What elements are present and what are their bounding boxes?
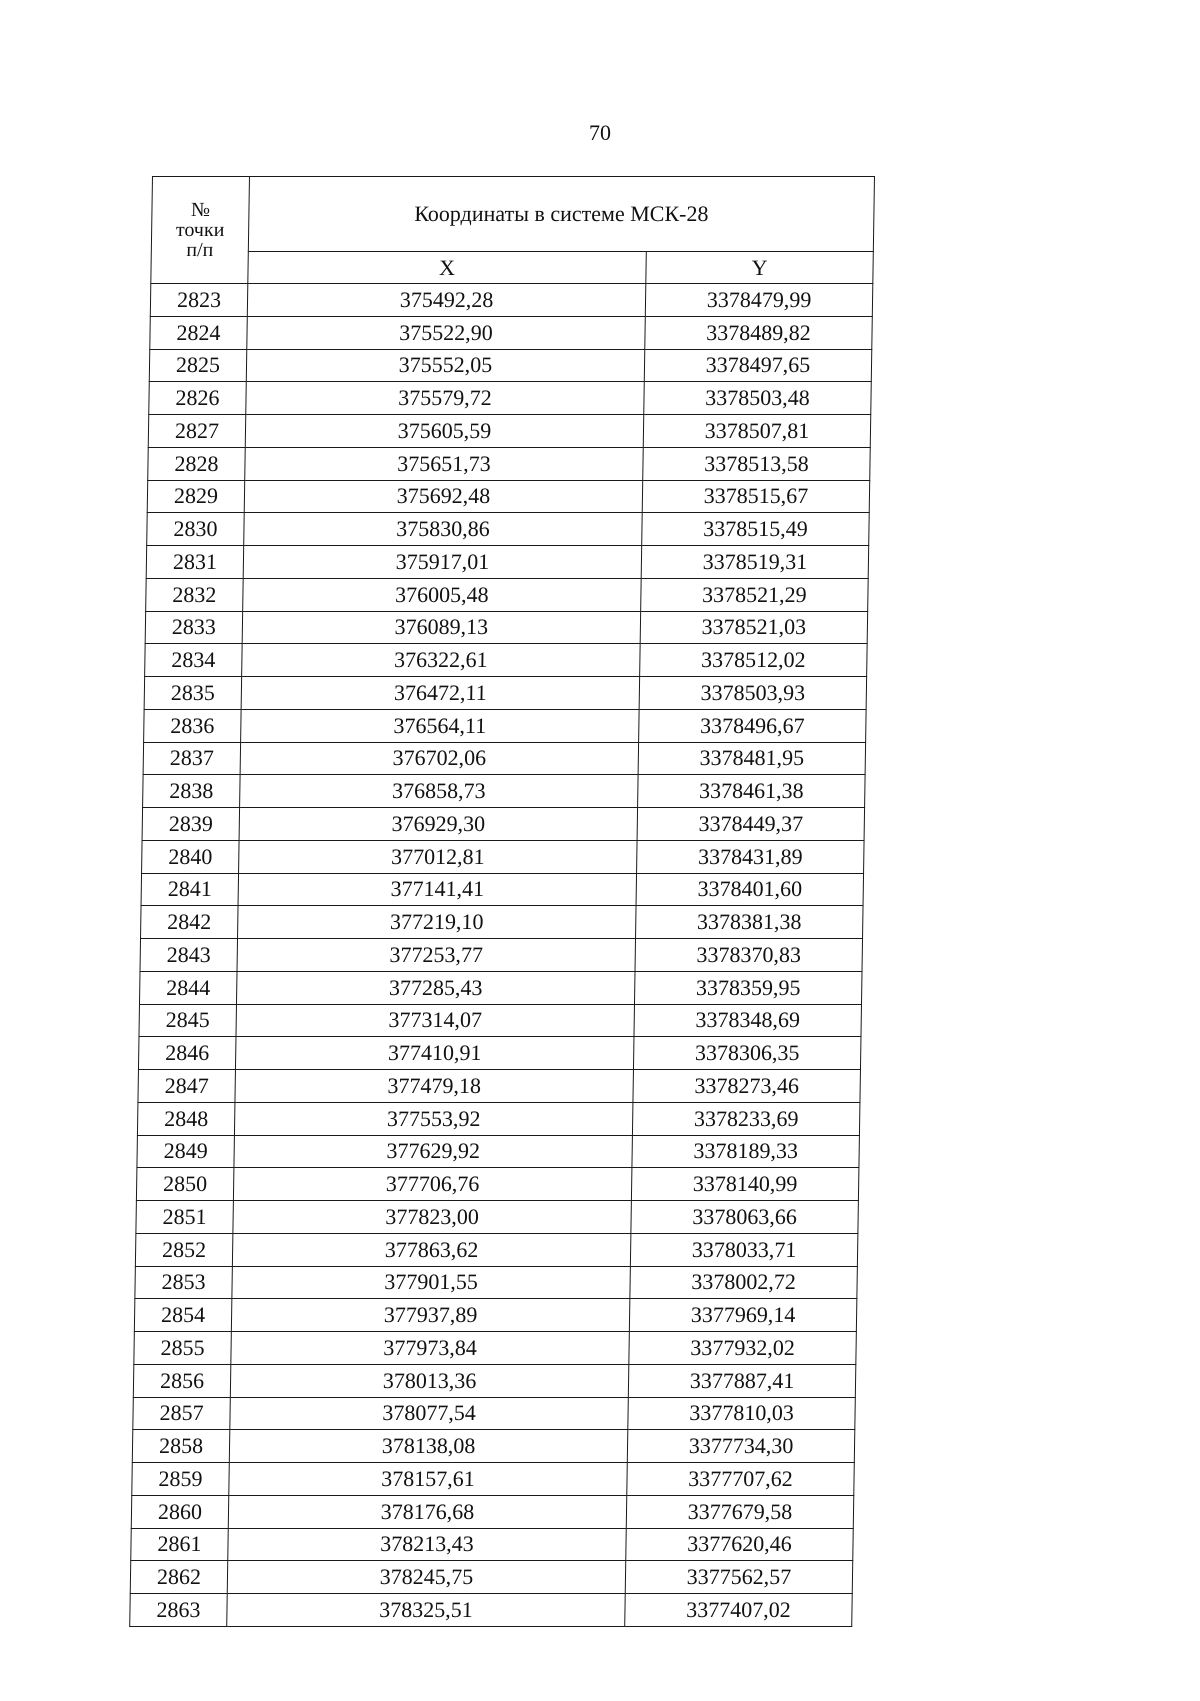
x-coordinate-cell: 377629,92 <box>234 1135 633 1168</box>
x-coordinate-cell: 376858,73 <box>240 775 639 808</box>
y-coordinate-cell: 3378449,37 <box>637 808 865 841</box>
point-number-cell: 2854 <box>134 1299 232 1332</box>
number-sign: № <box>190 199 211 221</box>
table-row <box>130 1561 853 1594</box>
x-coordinate-cell: 376564,11 <box>241 709 640 742</box>
x-coordinate-cell: 378213,43 <box>228 1528 627 1561</box>
y-coordinate-cell: 3378521,29 <box>641 578 869 611</box>
y-coordinate-cell: 3377707,62 <box>627 1463 855 1496</box>
table-row <box>130 1594 853 1627</box>
point-number-cell: 2863 <box>130 1594 228 1627</box>
y-coordinate-cell: 3378515,49 <box>642 513 870 546</box>
point-word: точки <box>175 219 225 241</box>
table-row <box>138 1037 861 1070</box>
y-coordinate-cell: 3378189,33 <box>632 1135 860 1168</box>
point-number-cell: 2827 <box>148 415 246 448</box>
point-number-cell: 2851 <box>136 1201 234 1234</box>
point-number-cell: 2838 <box>143 775 241 808</box>
table-row <box>141 906 864 939</box>
table-row <box>143 775 866 808</box>
x-coordinate-cell: 375830,86 <box>244 513 643 546</box>
point-number-header <box>151 177 250 284</box>
table-row <box>147 480 870 513</box>
y-coordinate-cell: 3378140,99 <box>631 1168 859 1201</box>
table-row <box>133 1364 856 1397</box>
table-row <box>147 513 870 546</box>
table-row <box>144 709 867 742</box>
y-coordinate-cell: 3378503,48 <box>644 382 872 415</box>
table-row <box>145 644 868 677</box>
point-number-cell: 2825 <box>149 349 247 382</box>
x-coordinate-cell: 375605,59 <box>245 415 644 448</box>
y-coordinate-cell: 3378515,67 <box>642 480 870 513</box>
table-body <box>130 284 873 1627</box>
y-coordinate-cell: 3378370,83 <box>635 939 863 972</box>
table-row <box>131 1495 854 1528</box>
x-coordinate-cell: 377553,92 <box>234 1102 633 1135</box>
x-coordinate-cell: 378176,68 <box>228 1495 627 1528</box>
x-coordinate-cell: 376005,48 <box>243 578 642 611</box>
table-row <box>131 1528 854 1561</box>
point-number-cell: 2836 <box>144 709 242 742</box>
y-coordinate-cell: 3378461,38 <box>638 775 866 808</box>
table-row <box>136 1168 859 1201</box>
x-coordinate-cell: 377219,10 <box>238 906 637 939</box>
point-number-cell: 2848 <box>137 1102 235 1135</box>
point-number-cell: 2830 <box>147 513 245 546</box>
x-coordinate-cell: 375579,72 <box>246 382 645 415</box>
point-number-cell: 2829 <box>147 480 245 513</box>
y-coordinate-cell: 3378503,93 <box>639 677 867 710</box>
point-number-cell: 2839 <box>142 808 240 841</box>
x-column-header: X <box>248 252 647 284</box>
table-row <box>138 1070 861 1103</box>
point-number-cell: 2853 <box>135 1266 233 1299</box>
x-coordinate-cell: 377141,41 <box>238 873 637 906</box>
table-row <box>149 349 872 382</box>
point-number-cell: 2833 <box>145 611 243 644</box>
x-coordinate-cell: 377479,18 <box>235 1070 634 1103</box>
point-number-cell: 2832 <box>146 578 244 611</box>
table-row <box>139 971 862 1004</box>
point-number-cell: 2842 <box>141 906 239 939</box>
y-coordinate-cell: 3378033,71 <box>630 1233 858 1266</box>
y-coordinate-cell: 3378512,02 <box>640 644 868 677</box>
y-coordinate-cell: 3378381,38 <box>636 906 864 939</box>
coordinates-table <box>129 176 875 1627</box>
x-coordinate-cell: 378138,08 <box>229 1430 628 1463</box>
table-row <box>146 546 869 579</box>
y-coordinate-cell: 3377887,41 <box>628 1364 856 1397</box>
table-row <box>143 742 866 775</box>
table-row <box>132 1463 855 1496</box>
y-coordinate-cell: 3378063,66 <box>631 1201 859 1234</box>
x-coordinate-cell: 378157,61 <box>229 1463 628 1496</box>
x-coordinate-cell: 375651,73 <box>245 447 644 480</box>
x-coordinate-cell: 376702,06 <box>240 742 639 775</box>
x-coordinate-cell: 375692,48 <box>244 480 643 513</box>
table-row <box>139 1004 862 1037</box>
x-coordinate-cell: 377863,62 <box>232 1233 631 1266</box>
x-coordinate-cell: 377253,77 <box>237 939 636 972</box>
table-row <box>142 808 865 841</box>
x-coordinate-cell: 378013,36 <box>230 1364 629 1397</box>
y-coordinate-cell: 3377679,58 <box>626 1495 854 1528</box>
y-coordinate-cell: 3377734,30 <box>627 1430 855 1463</box>
y-coordinate-cell: 3377810,03 <box>628 1397 856 1430</box>
y-coordinate-cell: 3378497,65 <box>644 349 872 382</box>
table-row <box>137 1102 860 1135</box>
table-row <box>136 1201 859 1234</box>
table-row <box>141 873 864 906</box>
y-coordinate-cell: 3377932,02 <box>629 1332 857 1365</box>
point-number-cell: 2840 <box>142 840 240 873</box>
y-coordinate-cell: 3378233,69 <box>632 1102 860 1135</box>
y-coordinate-cell: 3378479,99 <box>645 284 873 317</box>
x-coordinate-cell: 377410,91 <box>235 1037 634 1070</box>
point-number-cell: 2837 <box>143 742 241 775</box>
y-coordinate-cell: 3378002,72 <box>630 1266 858 1299</box>
x-coordinate-cell: 377012,81 <box>239 840 638 873</box>
table-row <box>135 1266 858 1299</box>
pp-abbrev: п/п <box>186 239 214 261</box>
point-number-cell: 2855 <box>134 1332 232 1365</box>
y-coordinate-cell: 3378481,95 <box>638 742 866 775</box>
point-number-cell: 2856 <box>133 1364 231 1397</box>
page-number: 70 <box>589 120 611 145</box>
point-number-cell: 2828 <box>148 447 246 480</box>
x-coordinate-cell: 377314,07 <box>236 1004 635 1037</box>
table-row <box>134 1299 857 1332</box>
y-coordinate-cell: 3378489,82 <box>645 316 873 349</box>
x-coordinate-cell: 378077,54 <box>230 1397 629 1430</box>
point-number-cell: 2846 <box>138 1037 236 1070</box>
table-row <box>132 1430 855 1463</box>
table-row <box>146 578 869 611</box>
y-coordinate-cell: 3378519,31 <box>641 546 869 579</box>
x-coordinate-cell: 375917,01 <box>243 546 642 579</box>
y-coordinate-cell: 3378521,03 <box>640 611 868 644</box>
x-coordinate-cell: 377973,84 <box>231 1332 630 1365</box>
x-coordinate-cell: 377823,00 <box>233 1201 632 1234</box>
point-number-cell: 2834 <box>145 644 243 677</box>
x-coordinate-cell: 377937,89 <box>231 1299 630 1332</box>
point-number-cell: 2862 <box>130 1561 228 1594</box>
x-coordinate-cell: 376322,61 <box>242 644 641 677</box>
table-row <box>145 611 868 644</box>
x-coordinate-cell: 375522,90 <box>247 316 646 349</box>
y-coordinate-cell: 3378431,89 <box>637 840 865 873</box>
y-coordinate-cell: 3377562,57 <box>625 1561 853 1594</box>
table-row <box>148 415 871 448</box>
point-number-cell: 2849 <box>137 1135 235 1168</box>
point-number-cell: 2858 <box>132 1430 230 1463</box>
table-row <box>134 1332 857 1365</box>
y-coordinate-cell: 3378513,58 <box>643 447 871 480</box>
point-number-cell: 2831 <box>146 546 244 579</box>
table-row <box>133 1397 856 1430</box>
point-number-cell: 2824 <box>150 316 248 349</box>
x-coordinate-cell: 378245,75 <box>227 1561 626 1594</box>
table-row <box>150 316 873 349</box>
y-coordinate-cell: 3378401,60 <box>636 873 864 906</box>
table-row <box>148 447 871 480</box>
point-number-cell: 2857 <box>133 1397 231 1430</box>
point-number-cell: 2845 <box>139 1004 237 1037</box>
y-coordinate-cell: 3378496,67 <box>639 709 867 742</box>
table-row <box>135 1233 858 1266</box>
y-coordinate-cell: 3377407,02 <box>625 1594 853 1627</box>
y-coordinate-cell: 3378359,95 <box>634 971 862 1004</box>
x-coordinate-cell: 377285,43 <box>236 971 635 1004</box>
y-coordinate-cell: 3378306,35 <box>633 1037 861 1070</box>
y-coordinate-cell: 3378273,46 <box>633 1070 861 1103</box>
point-number-cell: 2835 <box>144 677 242 710</box>
y-column-header: Y <box>646 252 874 284</box>
x-coordinate-cell: 375552,05 <box>246 349 645 382</box>
point-number-cell: 2843 <box>140 939 238 972</box>
point-number-cell: 2826 <box>149 382 247 415</box>
point-number-cell: 2847 <box>138 1070 236 1103</box>
table-row <box>137 1135 860 1168</box>
table-row <box>142 840 865 873</box>
x-coordinate-cell: 378325,51 <box>227 1594 626 1627</box>
point-number-cell: 2852 <box>135 1233 233 1266</box>
x-coordinate-cell: 377706,76 <box>233 1168 632 1201</box>
y-coordinate-cell: 3378348,69 <box>634 1004 862 1037</box>
point-number-cell: 2859 <box>132 1463 230 1496</box>
table-row <box>149 382 872 415</box>
y-coordinate-cell: 3378507,81 <box>643 415 871 448</box>
point-number-cell: 2860 <box>131 1495 229 1528</box>
x-coordinate-cell: 377901,55 <box>232 1266 631 1299</box>
point-number-cell: 2850 <box>136 1168 234 1201</box>
y-coordinate-cell: 3377969,14 <box>629 1299 857 1332</box>
x-coordinate-cell: 376929,30 <box>239 808 638 841</box>
coordinates-header: Координаты в системе МСК-28 <box>248 177 874 252</box>
point-number-cell: 2823 <box>150 284 248 317</box>
x-coordinate-cell: 375492,28 <box>247 284 646 317</box>
x-coordinate-cell: 376089,13 <box>242 611 641 644</box>
table-row <box>144 677 867 710</box>
y-coordinate-cell: 3377620,46 <box>626 1528 854 1561</box>
point-number-cell: 2861 <box>131 1528 229 1561</box>
table-row <box>140 939 863 972</box>
point-number-cell: 2844 <box>139 971 237 1004</box>
x-coordinate-cell: 376472,11 <box>241 677 640 710</box>
point-number-cell: 2841 <box>141 873 239 906</box>
table-row <box>150 284 873 317</box>
